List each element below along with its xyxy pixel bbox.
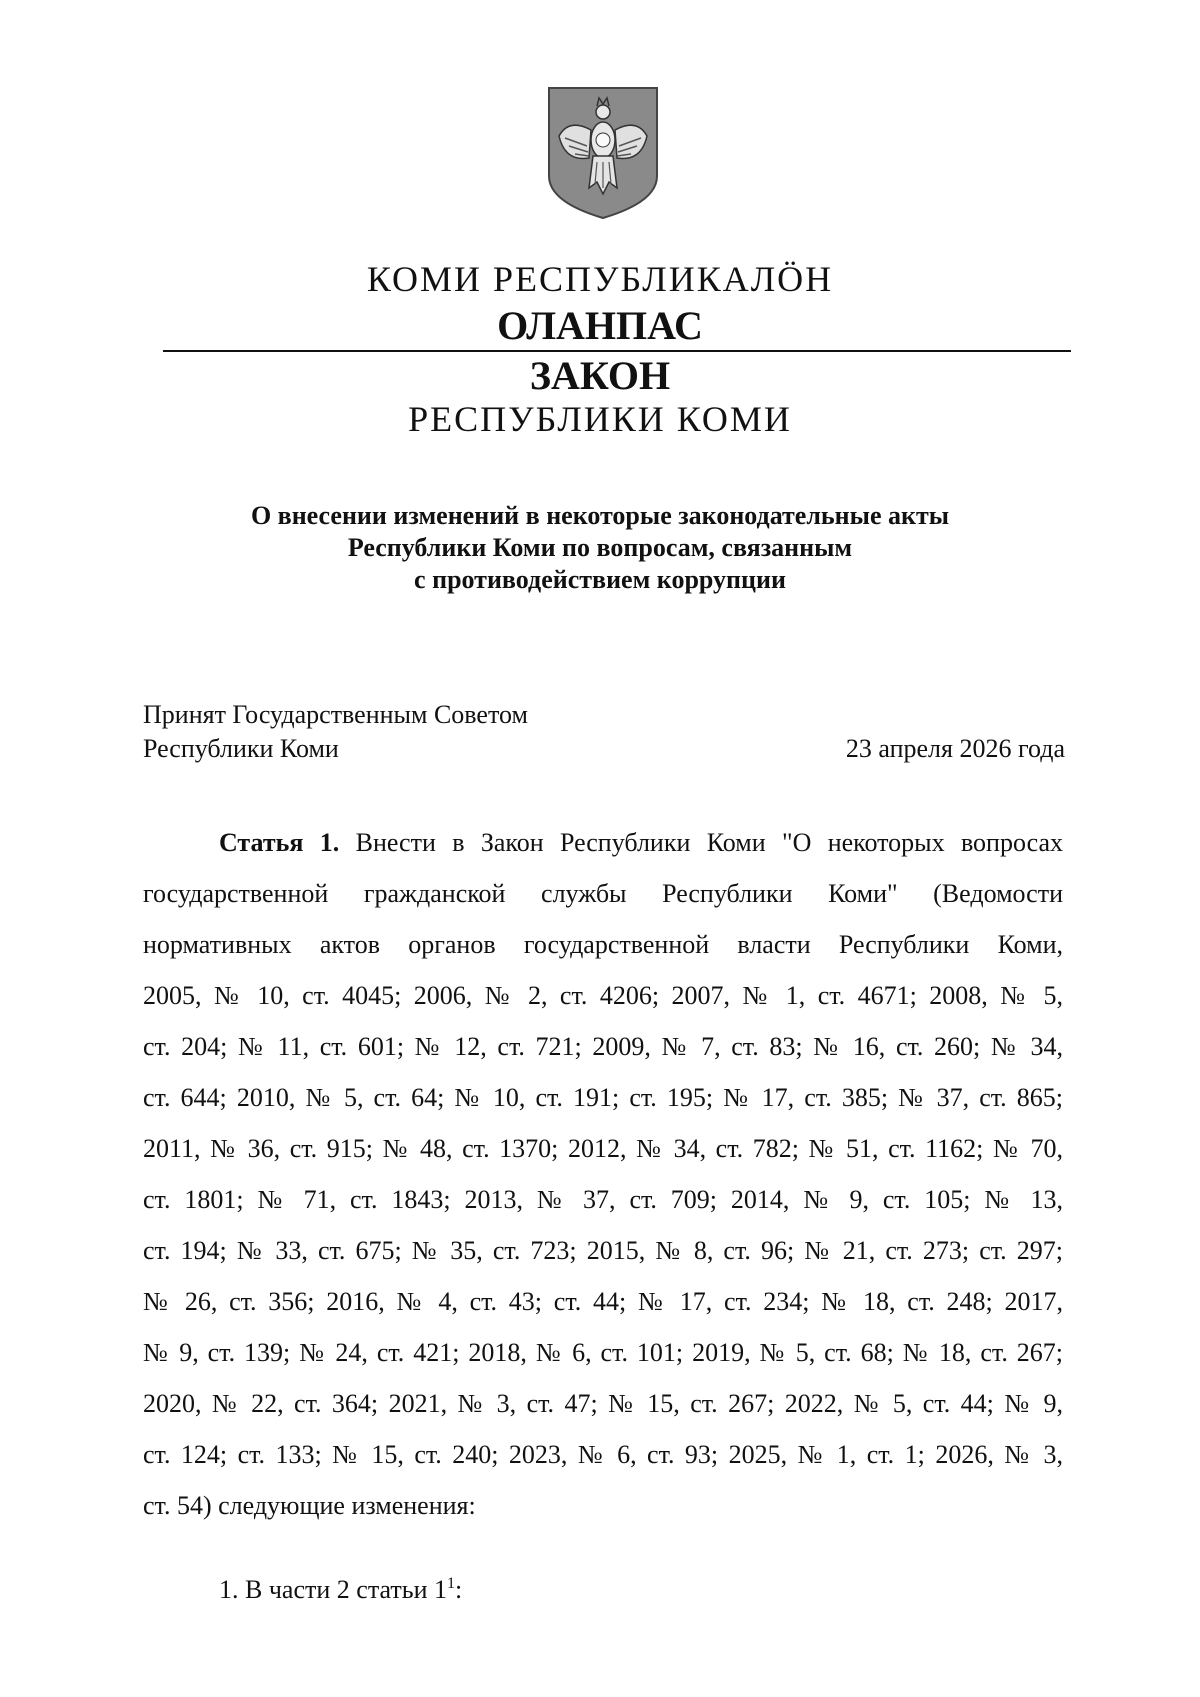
article-line: ст. 644; 2010, № 5, ст. 64; № 10, ст. 191; ст. 195; № 17, ст. 385; № 37, ст. 865; (143, 1083, 1063, 1112)
adoption-line: Принят Государственным Советом (143, 700, 528, 729)
title-line: с противодействием коррупции (414, 565, 786, 594)
header-olanpas: ОЛАНПАС (497, 303, 703, 348)
article-line: государственной гражданской службы Республики Коми" (Ведомости (143, 879, 1063, 908)
header-zakon: ЗАКОН (529, 353, 671, 398)
article-line: ст. 194; № 33, ст. 675; № 35, ст. 723; 2015, № 8, ст. 96; № 21, ст. 273; ст. 297; (143, 1236, 1063, 1265)
title-line: О внесении изменений в некоторые законодательные акты (250, 501, 950, 530)
article-line: 2011, № 36, ст. 915; № 48, ст. 1370; 2012, № 34, ст. 782; № 51, ст. 1162; № 70, (143, 1134, 1063, 1163)
article-line: нормативных актов органов государственной власти Республики Коми, (143, 930, 1063, 959)
article-line: ст. 124; ст. 133; № 15, ст. 240; 2023, № 6, ст. 93; 2025, № 1, ст. 1; 2026, № 3, (143, 1440, 1063, 1469)
article-line: № 26, ст. 356; 2016, № 4, ст. 43; ст. 44; № 17, ст. 234; № 18, ст. 248; 2017, (143, 1287, 1063, 1316)
article-line: ст. 54) следующие изменения: (143, 1491, 476, 1520)
adoption-line: Республики Коми (143, 734, 339, 763)
article-line: № 9, ст. 139; № 24, ст. 421; 2018, № 6, ст. 101; 2019, № 5, ст. 68; № 18, ст. 267; (143, 1338, 1063, 1367)
komi-coat-of-arms-icon (545, 84, 661, 224)
adoption-statement (143, 698, 528, 766)
article-line: ст. 204; № 11, ст. 601; № 12, ст. 721; 2009, № 7, ст. 83; № 16, ст. 260; № 34, (143, 1032, 1063, 1061)
article-text: Внести в Закон Республики Коми "О некоторых вопросах (339, 828, 1063, 857)
article-1 (143, 826, 1063, 1540)
header-komi-republic: КОМИ РЕСПУБЛИКАЛÖН (366, 259, 834, 299)
article-line: 2005, № 10, ст. 4045; 2006, № 2, ст. 4206; 2007, № 1, ст. 4671; 2008, № 5, (143, 981, 1063, 1010)
document-title (0, 500, 1200, 596)
article-heading: Статья 1. (219, 828, 340, 857)
title-line: Республики Коми по вопросам, связанным (347, 533, 853, 562)
article-line: ст. 1801; № 71, ст. 1843; 2013, № 37, ст. 709; 2014, № 9, ст. 105; № 13, (143, 1185, 1063, 1214)
adoption-date: 23 апреля 2026 года (845, 734, 1065, 763)
article-line: 2020, № 22, ст. 364; 2021, № 3, ст. 47; № 15, ст. 267; 2022, № 5, ст. 44; № 9, (143, 1389, 1063, 1418)
header-republic-komi: РЕСПУБЛИКИ КОМИ (408, 399, 792, 439)
article-item-1 (219, 1573, 462, 1607)
item-superscript: 1 (447, 1575, 455, 1592)
item-tail: : (455, 1575, 463, 1604)
article-line (143, 826, 1063, 877)
item-text: 1. В части 2 статьи 1 (219, 1575, 447, 1604)
